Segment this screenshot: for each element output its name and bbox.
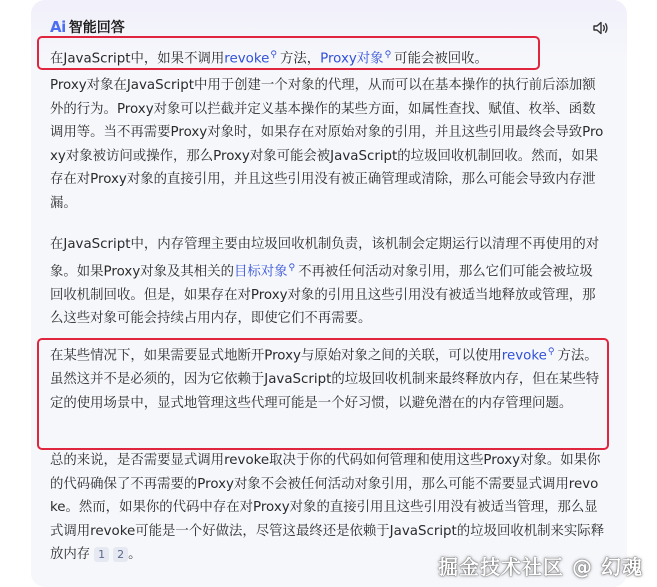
answer-paragraph-2 bbox=[50, 233, 606, 331]
revoke-link[interactable]: revoke bbox=[224, 51, 270, 67]
answer-paragraph-1: Proxy对象在JavaScript中用于创建一个对象的代理，从而可以在基本操作的执行前后添加额外的行为。Proxy对象可以拦截并定义基本操作的某些方面，如属性查找、赋值、枚举、函数调用等。当不再需要Proxy对象时，如果存在对原始对象的引用，并且这些引用最终会导致Proxy对象被访问或操作，那么Proxy对象可能会被JavaScript的垃圾回收机制回收。然而，如果存在对Proxy对象的直接引用，并且这些引用没有被正确管理或清除，那么可能会导致内存泄漏。 bbox=[50, 78, 604, 211]
paragraph-2-text-1: 在JavaScript中，内存管理主要由垃圾回收机制负责，该机制会定期运行以清理不再使用的对象。如果Proxy对象及其相关的 bbox=[50, 237, 600, 280]
paragraph-4-end: 。 bbox=[128, 547, 142, 563]
paragraph-3-text-1: 在某些情况下，如果需要显式地断开Proxy与原始对象之间的关联，可以使用 bbox=[50, 348, 502, 364]
search-icon[interactable]: ⚲ bbox=[270, 50, 277, 60]
search-icon[interactable]: ⚲ bbox=[288, 262, 296, 273]
summary-text-2: 方法， bbox=[279, 51, 321, 67]
ai-logo: Ai bbox=[50, 18, 66, 36]
highlight-box bbox=[37, 338, 609, 450]
summary-text-1: 在JavaScript中，如果不调用 bbox=[50, 51, 225, 67]
paragraph-3-text-2: 方法。虽然这并不是必须的，因为它依赖于JavaScript的垃圾回收机制来最终释放内存，但在某些特定的使用场景中，显式地管理这些代理可能是一个好习惯，以避免潜在的内存管理问题。 bbox=[50, 348, 600, 411]
header-title: 智能回答 bbox=[68, 20, 125, 36]
proxy-object-link[interactable]: Proxy对象 bbox=[320, 51, 384, 67]
answer-header bbox=[50, 16, 125, 38]
citation-badge[interactable]: 1 bbox=[94, 547, 109, 562]
watermark: 掘金技术社区 @ 幻魂 bbox=[438, 555, 643, 579]
paragraph-2-text-2: 不再被任何活动对象引用，那么它们可能会被垃圾回收机制回收。但是，如果存在对Proxy对象的引用且这些引用没有被适当地释放或管理，那么这些对象可能会持续占用内存，即使它们不再需要。 bbox=[50, 264, 596, 327]
target-object-link[interactable]: 目标对象 bbox=[233, 264, 288, 280]
search-icon[interactable]: ⚲ bbox=[384, 50, 392, 60]
answer-paragraph-4 bbox=[50, 449, 606, 567]
search-icon[interactable]: ⚲ bbox=[547, 347, 555, 357]
speaker-icon[interactable] bbox=[591, 19, 609, 37]
summary-text-3: 可能会被回收。 bbox=[394, 51, 488, 67]
revoke-link[interactable]: revoke bbox=[501, 348, 547, 364]
highlight-box bbox=[37, 36, 540, 70]
paragraph-4-text: 总的来说，是否需要显式调用revoke取决于你的代码如何管理和使用这些Proxy对象。如果你的代码确保了不再需要的Proxy对象不会被任何活动对象引用，那么可能不需要显式调用revoke。然而，如果你的代码中存在对Proxy对象的直接引用且这些引用没有被适当管理，那么显式调用revoke可能是一个好做法，尽管这最终还是依赖于JavaScript的垃圾回收机制来实际释放内存 bbox=[50, 453, 605, 563]
citation-badge[interactable]: 2 bbox=[113, 547, 128, 562]
